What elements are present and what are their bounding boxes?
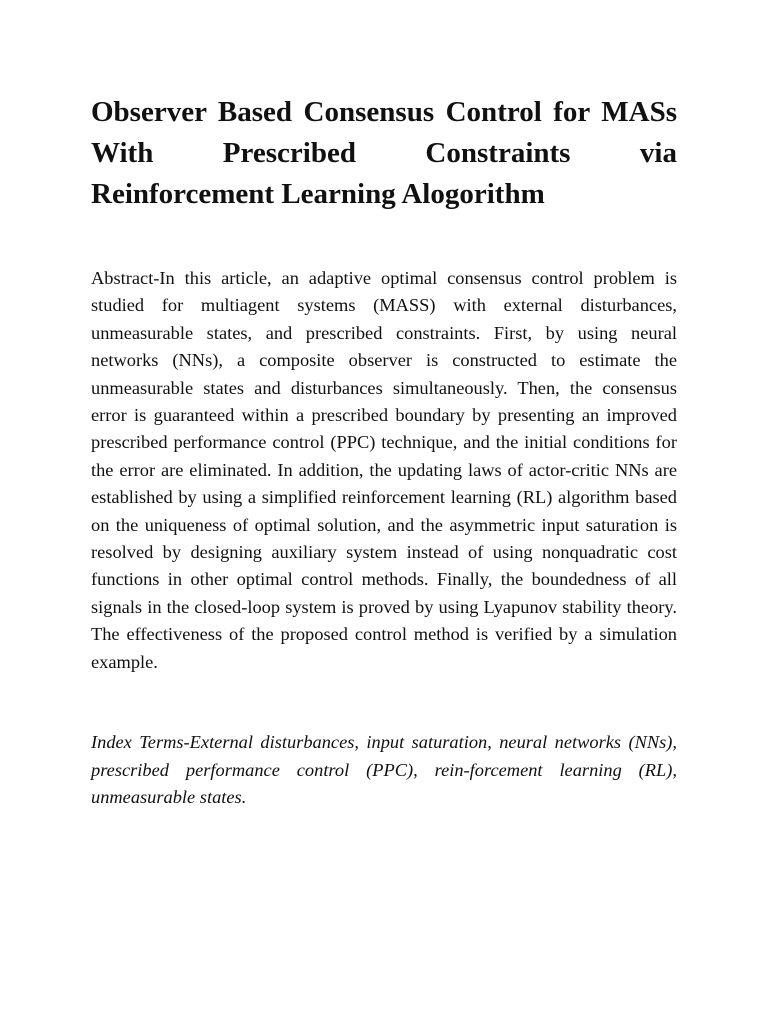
index-terms-paragraph: Index Terms-External disturbances, input saturation, neural networks (NNs), prescribed performance control (PPC), rein-forcement learning (RL), unmeasurable states. — [91, 732, 677, 807]
paper-title: Observer Based Consensus Control for MASs With Prescribed Constraints via Reinforcement Learning Alogorithm — [91, 96, 677, 210]
abstract-paragraph: Abstract-In this article, an adaptive optimal consensus control problem is studied for multiagent systems (MASS) with external disturbances, unmeasurable states, and prescribed constraints. First, by using neural networks (NNs), a composite observer is constructed to estimate the unmeasurable states and disturbances simultaneously. Then, the consensus error is guaranteed within a prescribed boundary by presenting an improved prescribed performance control (PPC) technique, and the initial conditions for the error are eliminated. In addition, the updating laws of actor-critic NNs are established by using a simplified reinforcement learning (RL) algorithm based on the uniqueness of optimal solution, and the asymmetric input saturation is resolved by designing auxiliary system instead of using nonquadratic cost functions in other optimal control methods. Finally, the boundedness of all signals in the closed-loop system is proved by using Lyapunov stability theory. The effectiveness of the proposed control method is verified by a simulation example. — [91, 268, 677, 672]
document-page — [91, 92, 677, 811]
